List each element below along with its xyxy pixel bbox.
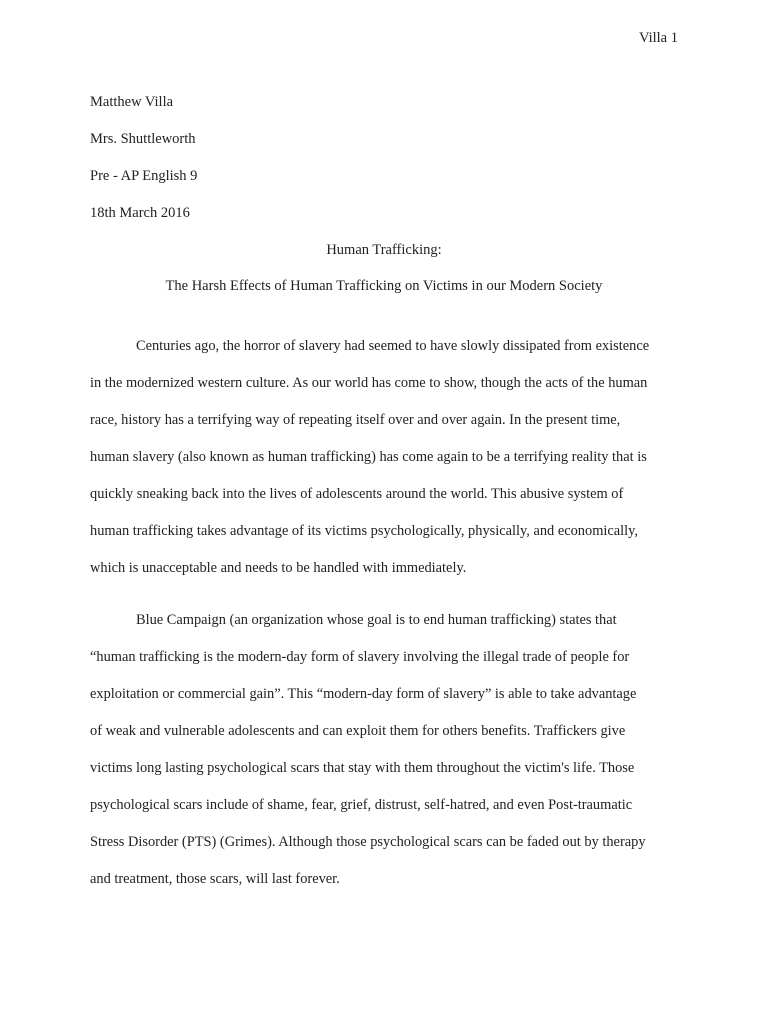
course-name: Pre - AP English 9 — [90, 168, 198, 184]
paragraph-line: of weak and vulnerable adolescents and can exploit them for others benefits. Traffickers give — [90, 723, 626, 739]
essay-subtitle: The Harsh Effects of Human Trafficking on Victims in our Modern Society — [165, 278, 603, 294]
running-header: Villa 1 — [639, 30, 678, 46]
paragraph-line: exploitation or commercial gain”. This “modern-day form of slavery” is able to take advantage — [90, 686, 637, 702]
paragraph-line: victims long lasting psychological scars that stay with them throughout the victim's life. Those — [90, 760, 635, 776]
essay-date: 18th March 2016 — [90, 205, 190, 221]
paragraph-line: “human trafficking is the modern-day form of slavery involving the illegal trade of people for — [90, 649, 630, 665]
paragraph-line: and treatment, those scars, will last forever. — [90, 871, 340, 887]
paragraph-line: in the modernized western culture. As our world has come to show, though the acts of the human — [90, 375, 648, 391]
paragraph-line: quickly sneaking back into the lives of adolescents around the world. This abusive system of — [90, 486, 624, 502]
author-name: Matthew Villa — [90, 94, 174, 110]
paragraph-line: Centuries ago, the horror of slavery had seemed to have slowly dissipated from existence — [136, 338, 650, 354]
paragraph-line: Stress Disorder (PTS) (Grimes). Although those psychological scars can be faded out by therapy — [90, 834, 646, 850]
essay-title: Human Trafficking: — [326, 242, 442, 258]
paragraph-line: psychological scars include of shame, fear, grief, distrust, self-hatred, and even Post-traumatic — [90, 797, 633, 813]
body-paragraph-2 — [90, 602, 678, 898]
paragraph-line: race, history has a terrifying way of repeating itself over and over again. In the present time, — [90, 412, 621, 428]
paragraph-line: human slavery (also known as human trafficking) has come again to be a terrifying reality that is — [90, 449, 647, 465]
body-paragraph-1 — [90, 328, 678, 587]
essay-body — [90, 328, 678, 913]
instructor-name: Mrs. Shuttleworth — [90, 131, 196, 147]
paragraph-line: which is unacceptable and needs to be handled with immediately. — [90, 560, 467, 576]
mla-heading — [90, 92, 678, 240]
paragraph-line: Blue Campaign (an organization whose goal is to end human trafficking) states that — [136, 612, 617, 628]
essay-title-block — [90, 240, 678, 312]
paragraph-line: human trafficking takes advantage of its victims psychologically, physically, and economically, — [90, 523, 639, 539]
